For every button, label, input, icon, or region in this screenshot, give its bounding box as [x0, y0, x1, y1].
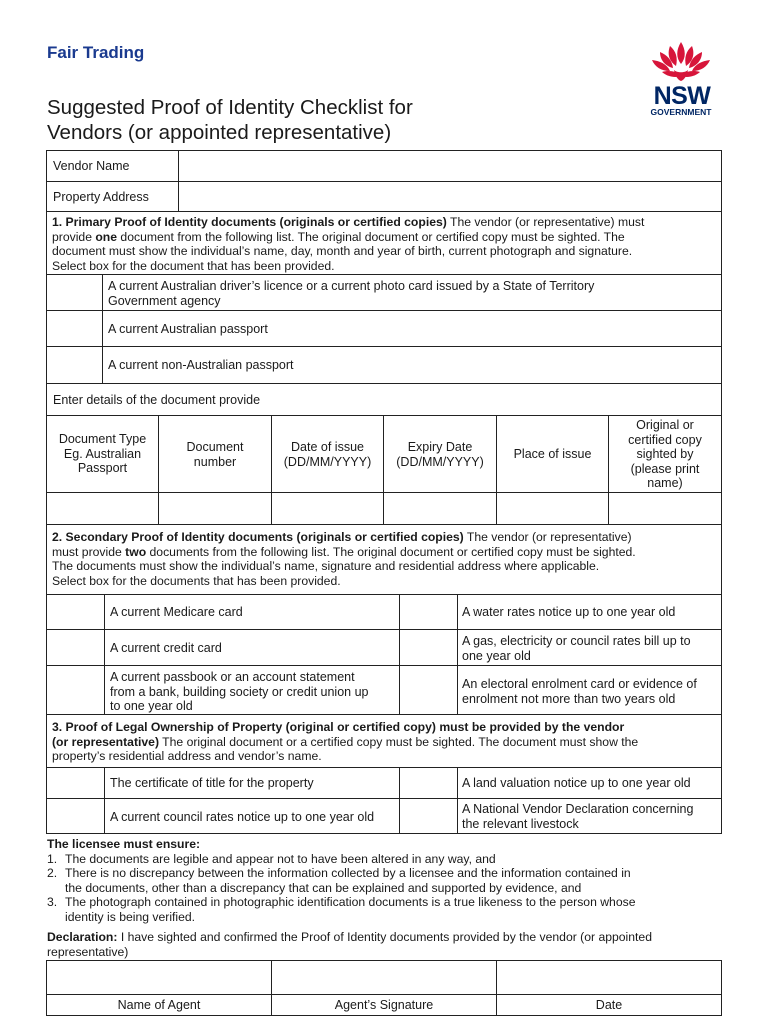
document-number-field[interactable]	[159, 493, 271, 524]
agent-signature-field[interactable]	[272, 961, 496, 994]
property-address-label: Property Address	[53, 190, 149, 204]
secondary-id-instructions: 2. Secondary Proof of Identity documents (originals or certified copies) The vendor (or representative) must provide two documents from the following list. The original document or certified copy must be sighted. The documents must show the individual’s name, signature and residential address where applicable. Select box for the documents that has been provided.	[52, 530, 636, 588]
declaration-text: Declaration: I have sighted and confirmed the Proof of Identity documents provided by the vendor (or appointed representative)	[47, 930, 652, 959]
divider	[46, 767, 722, 768]
waratah-icon	[640, 40, 722, 84]
divider	[46, 524, 722, 525]
col-document-type: Document Type Eg. Australian Passport	[58, 432, 147, 475]
vendor-name-field[interactable]	[179, 151, 721, 181]
item-credit-card: A current credit card	[110, 641, 222, 655]
logo-government-text: GOVERNMENT	[650, 107, 712, 117]
divider	[46, 211, 722, 212]
item-certificate-of-title: The certificate of title for the property	[110, 776, 314, 790]
col-sighted-by: Original or certified copy sighted by (please print name)	[628, 418, 702, 490]
document-details-label: Enter details of the document provide	[53, 393, 261, 407]
col-document-number: Document number	[186, 440, 244, 469]
item-medicare-card: A current Medicare card	[110, 605, 243, 619]
col-expiry-date: Expiry Date (DD/MM/YYYY)	[396, 440, 484, 469]
divider	[457, 767, 458, 834]
agent-name-field[interactable]	[47, 961, 271, 994]
divider	[46, 994, 722, 995]
divider	[46, 594, 722, 595]
date-field[interactable]	[497, 961, 721, 994]
divider	[46, 346, 722, 347]
divider	[46, 665, 722, 666]
item-electoral-enrolment: An electoral enrolment card or evidence of enrolment not more than two years old	[462, 677, 697, 706]
ownership-instructions: 3. Proof of Legal Ownership of Property (original or certified copy) must be provided by the vendor (or representative) The original document or a certified copy must be sighted. The document must show the property’s residential address and vendor’s name.	[52, 720, 639, 764]
item-australian-passport: A current Australian passport	[108, 322, 268, 336]
divider	[104, 594, 105, 715]
item-drivers-licence: A current Australian driver’s licence or a current photo card issued by a State of Territory Government agency	[108, 279, 595, 308]
checkbox-land-valuation[interactable]	[400, 768, 457, 798]
name-of-agent-label: Name of Agent	[117, 998, 201, 1012]
divider	[46, 798, 722, 799]
secondary-heading: 2. Secondary Proof of Identity documents (originals or certified copies)	[52, 530, 464, 544]
title-line-1: Suggested Proof of Identity Checklist for	[47, 96, 413, 119]
checkbox-drivers-licence[interactable]	[47, 275, 102, 310]
divider	[46, 274, 722, 275]
checkbox-medicare-card[interactable]	[47, 595, 104, 629]
primary-id-instructions: 1. Primary Proof of Identity documents (originals or certified copies) The vendor (or representative) must provide one document from the following list. The original document or certified copy must be sighted. The document must show the individual’s name, day, month and year of birth, current photograph and signature. Select box for the document that has been provided.	[52, 215, 645, 273]
item-council-rates-notice: A current council rates notice up to one year old	[110, 810, 375, 824]
declaration-label: Declaration:	[47, 930, 118, 944]
item-passbook: A current passbook or an account statement from a bank, building society or credit union up to one year old	[110, 670, 369, 713]
nsw-government-logo	[640, 40, 722, 120]
item-non-australian-passport: A current non-Australian passport	[108, 358, 294, 372]
expiry-date-field[interactable]	[384, 493, 496, 524]
divider	[104, 767, 105, 834]
item-utility-bill: A gas, electricity or council rates bill up to one year old	[462, 634, 691, 663]
checkbox-certificate-of-title[interactable]	[47, 768, 104, 798]
place-of-issue-field[interactable]	[497, 493, 608, 524]
checkbox-passbook[interactable]	[47, 666, 104, 714]
divider	[46, 383, 722, 384]
item-vendor-declaration: A National Vendor Declaration concerning the relevant livestock	[462, 802, 694, 831]
page-title	[47, 95, 413, 145]
ownership-heading: 3. Proof of Legal Ownership of Property (original or certified copy) must be provided by the vendor	[52, 720, 625, 734]
licensee-requirements: The licensee must ensure: 1. The documents are legible and appear not to have been altered in any way, and 2. There is no discrepancy between the information collected by a licensee and the information contained in the documents, other than a discrepancy that can be explained and supported by evidence, and 3. The photograph contained in photographic identification documents is a true likeness to the person whose identity is being verified.	[47, 837, 636, 924]
item-land-valuation: A land valuation notice up to one year old	[462, 776, 691, 790]
logo-nsw-text: NSW	[653, 82, 711, 110]
date-of-issue-field[interactable]	[272, 493, 383, 524]
checkbox-credit-card[interactable]	[47, 630, 104, 665]
col-place-of-issue: Place of issue	[513, 447, 592, 461]
title-line-2: Vendors (or appointed representative)	[47, 121, 392, 144]
checkbox-council-rates-notice[interactable]	[47, 799, 104, 833]
brand-name: Fair Trading	[47, 43, 145, 62]
divider	[102, 274, 103, 384]
sighted-by-field[interactable]	[609, 493, 721, 524]
divider	[46, 415, 722, 416]
date-label: Date	[595, 998, 623, 1012]
property-address-field[interactable]	[179, 182, 721, 211]
agent-signature-label: Agent’s Signature	[334, 998, 434, 1012]
divider	[46, 629, 722, 630]
checkbox-electoral-enrolment[interactable]	[400, 666, 457, 714]
vendor-name-label: Vendor Name	[53, 159, 130, 173]
checkbox-vendor-declaration[interactable]	[400, 799, 457, 833]
checkbox-water-rates[interactable]	[400, 595, 457, 629]
checkbox-utility-bill[interactable]	[400, 630, 457, 665]
divider	[46, 714, 722, 715]
col-date-of-issue: Date of issue (DD/MM/YYYY)	[283, 440, 372, 469]
divider	[457, 594, 458, 715]
document-type-field[interactable]	[47, 493, 158, 524]
item-water-rates: A water rates notice up to one year old	[462, 605, 676, 619]
licensee-heading: The licensee must ensure:	[47, 837, 201, 851]
divider	[46, 310, 722, 311]
primary-heading: 1. Primary Proof of Identity documents (originals or certified copies)	[52, 215, 447, 229]
checkbox-non-australian-passport[interactable]	[47, 347, 102, 383]
checkbox-australian-passport[interactable]	[47, 311, 102, 346]
